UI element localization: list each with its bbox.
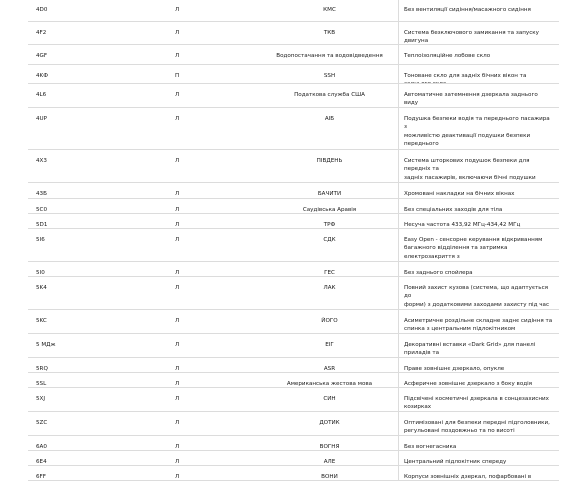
option-name: ЕІГ: [325, 342, 334, 348]
option-code: 5SL: [36, 381, 47, 387]
option-name: СДК: [323, 237, 336, 243]
option-code: 5D1: [36, 222, 48, 228]
option-description: Корпуси зовнішніх дзеркал, пофарбовані в: [398, 466, 559, 480]
option-code: 5C0: [36, 207, 48, 213]
option-description: Система шторкових подушок безпеки для передніх та задніх пасажирів, включаючи бічні подушки: [398, 150, 559, 182]
option-description: Тоноване скло для задніх бічних вікон та: [398, 65, 559, 83]
table-row: [28, 150, 559, 183]
option-name: АІБ: [324, 116, 335, 122]
table-row: [28, 65, 559, 84]
option-name: ТРФ: [323, 222, 336, 228]
option-description: Несуча частота 433,92 МГц-434,42 МГц: [398, 214, 559, 228]
option-type: Л: [175, 270, 180, 276]
option-code: 5KC: [36, 318, 47, 324]
option-type: Л: [175, 7, 180, 13]
option-code: 5I0: [36, 270, 45, 276]
option-name: SSH: [323, 73, 336, 79]
option-description: Без вентиляції сидіння/масажного сидіння: [398, 0, 559, 21]
option-description: Подушка безпеки водія та переднього пасажира з можливістю деактивації подушки безпеки переднього: [398, 108, 559, 149]
option-code: 5K4: [36, 285, 47, 291]
option-type: Л: [175, 191, 180, 197]
table-row: [28, 0, 559, 22]
table-row: [28, 183, 559, 199]
option-code: 4F2: [36, 30, 47, 36]
table-row: [28, 373, 559, 388]
option-code: 6A0: [36, 444, 47, 450]
option-type: Л: [175, 381, 180, 387]
table-row: [28, 451, 559, 466]
option-name: АSR: [323, 366, 336, 372]
option-type: П: [175, 73, 180, 79]
option-description: Повний захист кузова (система, що адаптується до форми) з додатковими заходами захисту під час: [398, 277, 559, 309]
table-row: [28, 388, 559, 412]
option-type: Л: [175, 222, 180, 228]
table-row: [28, 22, 559, 45]
option-name: АЛЕ: [323, 459, 336, 465]
option-code: 5I6: [36, 237, 45, 243]
option-code: 5ZC: [36, 420, 48, 426]
option-type: Л: [175, 30, 180, 36]
option-type: Л: [175, 474, 180, 480]
option-type: Л: [175, 53, 180, 59]
table-row: [28, 334, 559, 358]
option-code: 6E4: [36, 459, 47, 465]
table-row: [28, 214, 559, 229]
option-description: Теплоізоляційне лобове скло: [398, 45, 559, 64]
table-row: [28, 436, 559, 451]
table-row: [28, 108, 559, 150]
option-name: ВОНИ: [321, 474, 338, 480]
option-description: Підсвічені косметичні дзеркала в сонцезахисних козирках: [398, 388, 559, 411]
option-name: КМС: [323, 7, 336, 13]
table-row: [28, 262, 559, 277]
table-row: [28, 199, 559, 214]
table-row: [28, 412, 559, 436]
option-description: Хромовані накладки на бічних вікнах: [398, 183, 559, 198]
option-type: Л: [175, 116, 180, 122]
option-name: Американська жестова мова: [286, 381, 373, 387]
option-type: Л: [175, 207, 180, 213]
equipment-table: [28, 0, 559, 481]
table-row: [28, 466, 559, 481]
option-name: ПІВДЕНЬ: [316, 158, 343, 164]
option-description: Без вогнегасника: [398, 436, 559, 450]
option-code: 6FF: [36, 474, 46, 480]
option-name: Водопостачання та водовідведення: [276, 53, 383, 59]
option-code: 4UP: [36, 116, 48, 122]
option-type: Л: [175, 318, 180, 324]
option-type: Л: [175, 420, 180, 426]
option-type: Л: [175, 444, 180, 450]
option-description: Easy Open - сенсорне керування відкриванням багажного відділення та затримка електрозакриття з: [398, 229, 559, 261]
table-row: [28, 84, 559, 108]
option-type: Л: [175, 459, 180, 465]
option-code: 5RQ: [36, 366, 48, 372]
option-name: ДОТИК: [319, 420, 340, 426]
option-type: Л: [175, 342, 180, 348]
option-description: Центральний підлокітник спереду: [398, 451, 559, 465]
option-code: 4D0: [36, 7, 48, 13]
option-description: Праве зовнішнє дзеркало, опукле: [398, 358, 559, 372]
option-description: Автоматичне затемнення дзеркала заднього виду: [398, 84, 559, 107]
option-description: Асферичне зовнішнє дзеркало з боку водія: [398, 373, 559, 387]
option-code: 4L6: [36, 92, 47, 98]
option-name: СИН: [323, 396, 336, 402]
option-name: ТКВ: [323, 30, 336, 36]
option-description: Без заднього спойлера: [398, 262, 559, 276]
option-code: 5XJ: [36, 396, 46, 402]
option-description: Без спеціальних заходів для тіла: [398, 199, 559, 213]
option-type: Л: [175, 396, 180, 402]
option-description: Система безключового замикання та запуску двигуна: [398, 22, 559, 44]
option-code: 43Б: [36, 191, 47, 197]
option-code: 4X3: [36, 158, 47, 164]
option-description: Асиметричне роздільне складне заднє сидіння та спинка з центральним підлокітником: [398, 310, 559, 333]
table-row: [28, 45, 559, 65]
option-name: Податкова служба США: [294, 92, 365, 98]
table-row: [28, 277, 559, 310]
option-name: ВОГНЯ: [319, 444, 340, 450]
table-row: [28, 358, 559, 373]
option-name: БАЧИТИ: [317, 191, 342, 197]
option-type: Л: [175, 92, 180, 98]
option-code: 4KФ: [36, 73, 49, 79]
option-type: Л: [175, 366, 180, 372]
option-code: 5 МДж: [36, 342, 56, 348]
option-name: ЙОГО: [321, 318, 338, 324]
table-row: [28, 310, 559, 334]
option-type: Л: [175, 285, 180, 291]
option-code: 4GF: [36, 53, 48, 59]
option-type: Л: [175, 237, 180, 243]
option-name: ГЕС: [324, 270, 335, 276]
option-name: ЛАК: [323, 285, 336, 291]
option-name: Саудівська Аравія: [302, 207, 357, 213]
table-row: [28, 229, 559, 262]
option-type: Л: [175, 158, 180, 164]
option-description: Оптимізовані для безпеки передні підголовники, регульовані поздовжньо та по висоті: [398, 412, 559, 435]
option-description: Декоративні вставки «Dark Grid» для панелі приладів та: [398, 334, 559, 357]
